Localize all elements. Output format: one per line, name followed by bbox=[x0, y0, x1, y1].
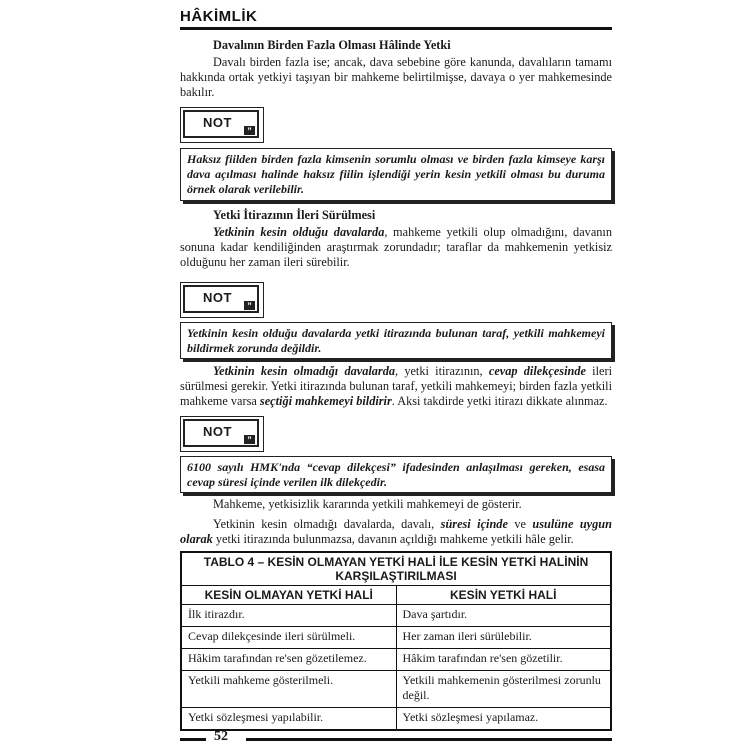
note-box: 6100 sayılı HMK'nda “cevap dilekçesi” ifadesinden anlaşılması gereken, esasa cevap süresi içinde verilen ilk dilekçedir. bbox=[180, 456, 612, 493]
quote-icon: ” bbox=[244, 126, 255, 135]
not-badge bbox=[180, 416, 264, 452]
emphasis-text: usulüne uygun olarak bbox=[180, 517, 612, 546]
table-caption: TABLO 4 – KESİN OLMAYAN YETKİ HALİ İLE KESİN YETKİ HALİNİN KARŞILAŞTIRILMASI bbox=[181, 552, 611, 586]
table-cell: Yetkili mahkeme gösterilmeli. bbox=[181, 671, 396, 708]
paragraph-objection bbox=[180, 225, 612, 270]
comparison-table bbox=[180, 551, 612, 731]
paragraph-non-exclusive bbox=[180, 364, 612, 409]
section-heading-objection: Yetki İtirazının İleri Sürülmesi bbox=[213, 208, 376, 222]
paragraph-default-jurisdiction bbox=[180, 517, 612, 547]
table-cell: Cevap dilekçesinde ileri sürülmeli. bbox=[181, 627, 396, 649]
table-row bbox=[181, 605, 611, 627]
footer-rule bbox=[180, 738, 206, 741]
body-text: , yetki itirazının, bbox=[395, 364, 489, 378]
body-text: Yetkinin kesin olmadığı davalarda, davalı, bbox=[213, 517, 441, 531]
note-box: Yetkinin kesin olduğu davalarda yetki itirazında bulunan taraf, yetkili mahkemeyi bildirmek zorunda değildir. bbox=[180, 322, 612, 359]
page-number: 52 bbox=[214, 729, 228, 744]
paragraph-court-decision: Mahkeme, yetkisizlik kararında yetkili mahkemeyi de gösterir. bbox=[213, 497, 522, 511]
emphasis-text: seçtiği mahkemeyi bildirir bbox=[259, 394, 392, 408]
table-row bbox=[181, 708, 611, 731]
table-header-non-exclusive: KESİN OLMAYAN YETKİ HALİ bbox=[181, 586, 396, 605]
emphasis-text: cevap dilekçesinde bbox=[488, 364, 586, 378]
not-badge-label: NOT bbox=[203, 290, 232, 305]
header-rule bbox=[180, 27, 612, 30]
footer-rule bbox=[246, 738, 612, 741]
body-text: , mahkeme yetkili olup olmadığını, davanın sonuna kadar kendiliğinden araştırmak zorundadır; taraflar da mahkemenin yetkisiz olduğunu her zaman ileri sürebilir. bbox=[180, 225, 612, 269]
running-header: HÂKİMLİK bbox=[180, 8, 258, 25]
table-row bbox=[181, 627, 611, 649]
body-text: yetki itirazında bulunmazsa, davanın açıldığı mahkeme yetkili hâle gelir. bbox=[212, 532, 574, 546]
table-cell: Dava şartıdır. bbox=[396, 605, 611, 627]
table-cell: İlk itirazdır. bbox=[181, 605, 396, 627]
table-cell: Yetki sözleşmesi yapılamaz. bbox=[396, 708, 611, 731]
not-badge bbox=[180, 107, 264, 143]
table-cell: Yetkili mahkemenin gösterilmesi zorunlu değil. bbox=[396, 671, 611, 708]
body-text: ileri sürülmesi gerekir. Yetki itirazında bulunan taraf, yetkili mahkemeyi; birden fazla yetkili mahkeme varsa bbox=[180, 364, 612, 408]
table-cell: Her zaman ileri sürülebilir. bbox=[396, 627, 611, 649]
body-text: . Aksi takdirde yetki itirazı dikkate alınmaz. bbox=[391, 394, 608, 408]
table-row bbox=[181, 649, 611, 671]
emphasis-text: Yetkinin kesin olduğu davalarda bbox=[213, 225, 385, 239]
quote-icon: ” bbox=[244, 435, 255, 444]
quote-icon: ” bbox=[244, 301, 255, 310]
emphasis-text: süresi içinde bbox=[440, 517, 508, 531]
note-box: Haksız fiilden birden fazla kimsenin sorumlu olması ve birden fazla kimseye karşı dava açılması halinde haksız fiilin işlendiği yerin kesin yetkili olması bu duruma örnek olarak verilebilir. bbox=[180, 148, 612, 201]
body-text: ve bbox=[507, 517, 533, 531]
emphasis-text: Yetkinin kesin olmadığı davalarda bbox=[213, 364, 396, 378]
table-cell: Yetki sözleşmesi yapılabilir. bbox=[181, 708, 396, 731]
table-cell: Hâkim tarafından re'sen gözetilemez. bbox=[181, 649, 396, 671]
table-header-exclusive: KESİN YETKİ HALİ bbox=[396, 586, 611, 605]
paragraph-multiple-defendants: Davalı birden fazla ise; ancak, dava sebebine göre kanunda, davalıların tamamı hakkında ortak yetkiyi taşıyan bir mahkeme belirtilmişse, davaya o yer mahkemesinde bakılır. bbox=[180, 55, 612, 99]
table-cell: Hâkim tarafından re'sen gözetilir. bbox=[396, 649, 611, 671]
section-heading-multiple-defendants: Davalının Birden Fazla Olması Hâlinde Yetki bbox=[213, 38, 451, 52]
not-badge-label: NOT bbox=[203, 115, 232, 130]
not-badge-label: NOT bbox=[203, 424, 232, 439]
table-row bbox=[181, 671, 611, 708]
not-badge bbox=[180, 282, 264, 318]
